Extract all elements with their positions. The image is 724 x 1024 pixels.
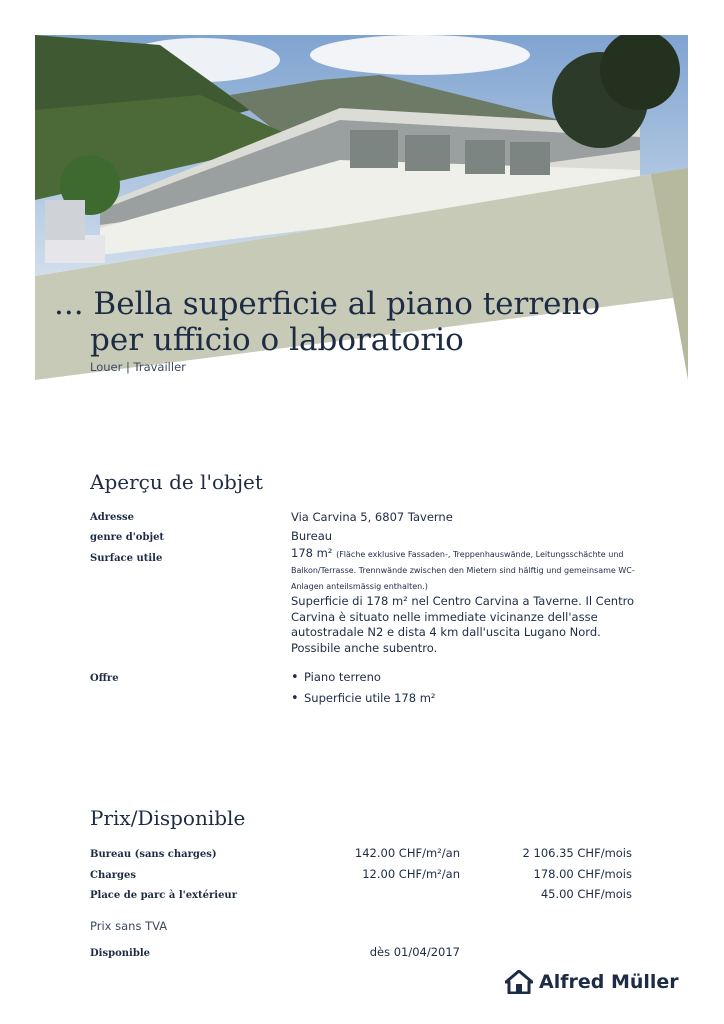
offer-item: • Piano terreno [291,670,436,691]
address-value: Via Carvina 5, 6807 Taverne [291,510,453,524]
price-row-monthly: 178.00 CHF/mois [533,867,632,881]
price-row-per-m2: 142.00 CHF/m²/an [354,846,460,860]
price-row-label: Place de parc à l'extérieur [90,890,237,901]
price-row-label: Charges [90,870,136,881]
price-row-monthly: 45.00 CHF/mois [540,887,632,901]
object-description: Superficie di 178 m² nel Centro Carvina a Taverne. Il Centro Carvina è situato nelle immediate vicinanze dell'asse autostradale N2 e dista 4 km dall'uscita Lugano Nord. Possibile anche subentro. [291,594,635,655]
surface-note: (Fläche exklusive Fassaden-, Treppenhauswände, Leitungsschächte und Balkon/Terrasse. Trennwände zwischen den Mietern sind hälftig und gemeinsame WC-Anlagen anteilsmässig enthalten.) [291,550,635,591]
listing-subtitle: Louer | Travailler [90,360,186,374]
brand-name: Alfred Müller [539,971,679,993]
available-value: dès 01/04/2017 [369,945,460,959]
surface-label: Surface utile [90,553,163,564]
surface-value: 178 m² [291,546,333,560]
offer-item: • Superficie utile 178 m² [291,691,436,712]
vat-note: Prix sans TVA [90,919,168,933]
title-line-1: ... Bella superficie al piano terreno [54,286,601,322]
brand-logo [505,970,679,994]
type-value: Bureau [291,529,333,543]
listing-title [54,286,600,358]
surface-block [291,546,636,594]
address-label: Adresse [90,512,135,523]
prices-heading: Prix/Disponible [90,806,246,830]
house-icon [505,970,533,994]
price-row-per-m2: 12.00 CHF/m²/an [362,867,460,881]
price-row-label: Bureau (sans charges) [90,849,217,860]
price-row-monthly: 2 106.35 CHF/mois [522,846,632,860]
type-label: genre d'objet [90,532,165,543]
title-line-2: per ufficio o laboratorio [90,322,464,358]
overview-heading: Aperçu de l'objet [90,470,263,494]
available-label: Disponible [90,948,150,959]
offer-list [291,670,436,712]
offer-label: Offre [90,673,119,684]
